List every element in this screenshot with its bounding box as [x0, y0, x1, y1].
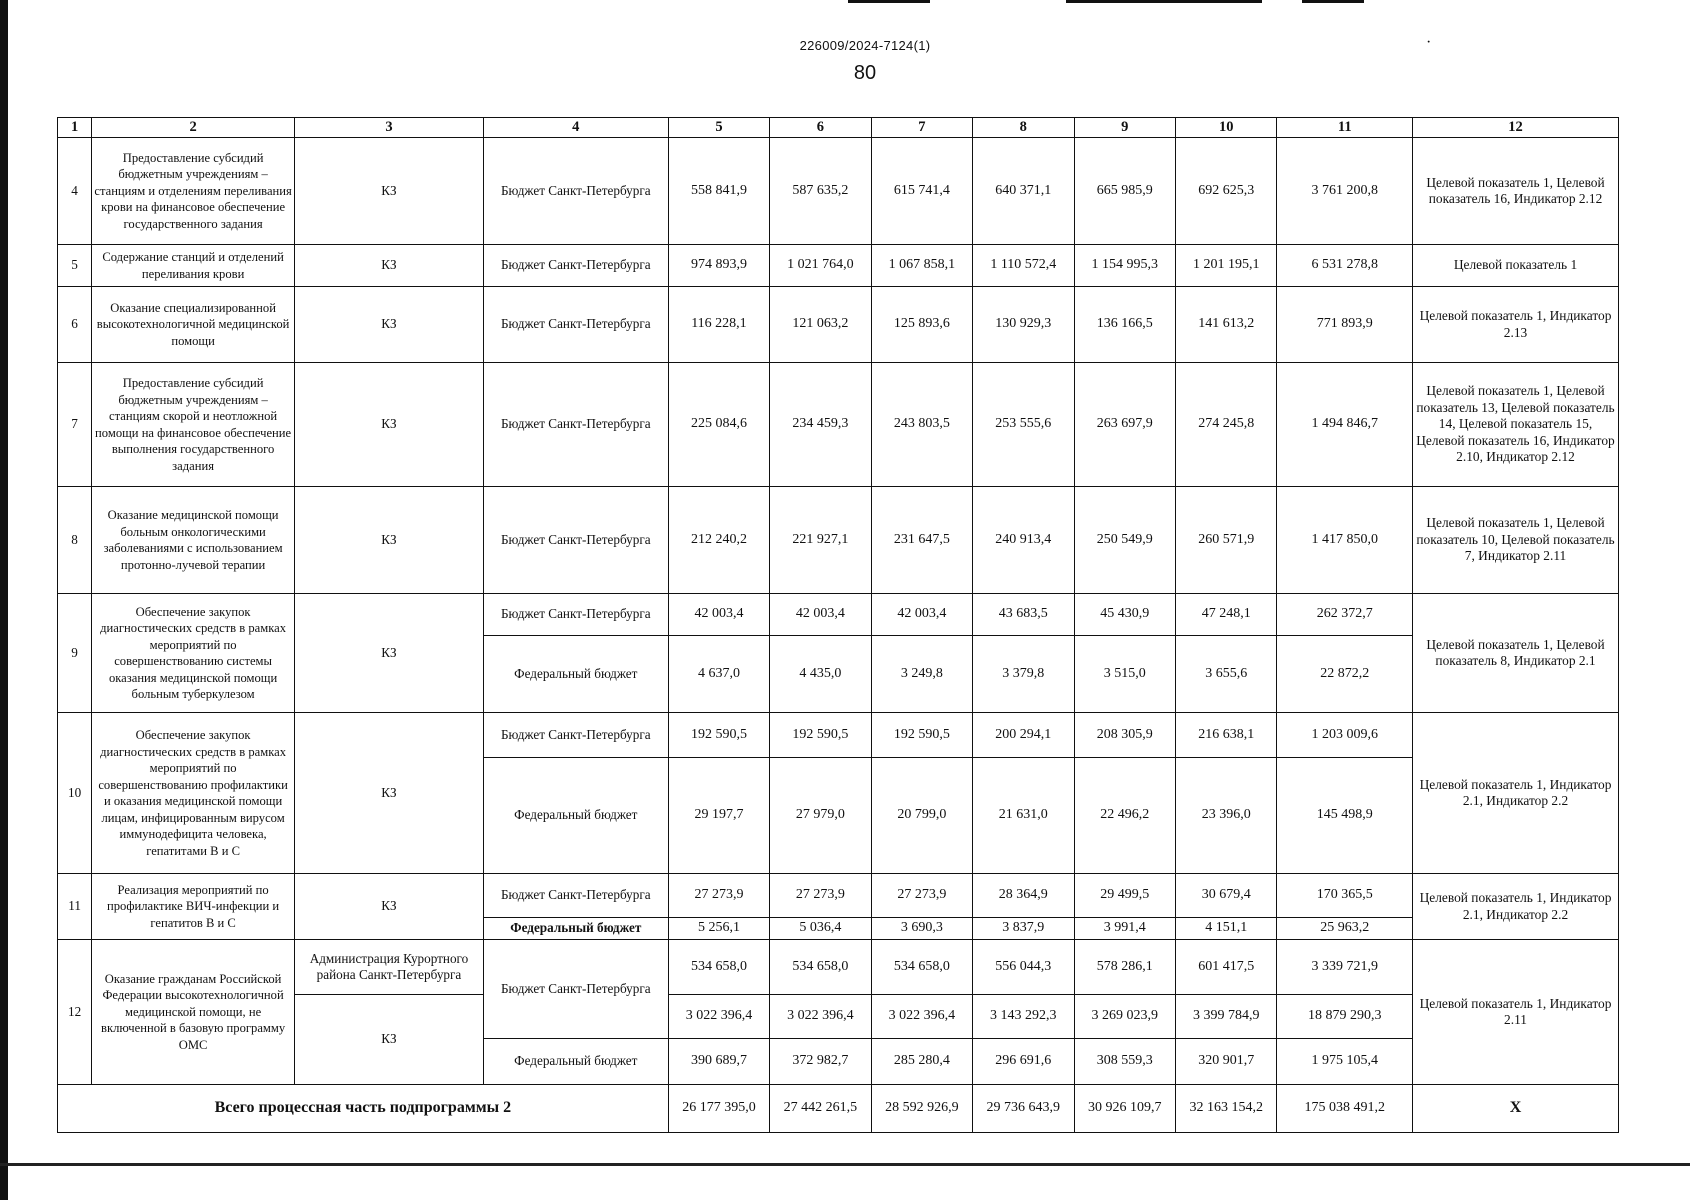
value-cell: 296 691,6 — [973, 1039, 1074, 1085]
total-row — [58, 1085, 1619, 1133]
table-row — [58, 138, 1619, 245]
row-number: 6 — [58, 287, 92, 363]
column-header: 10 — [1175, 118, 1276, 138]
value-cell: 27 273,9 — [668, 874, 769, 918]
measure-name: Предоставление субсидий бюджетным учреждениям – станциям и отделениям переливания крови на финансовое обеспечение государственного задания — [92, 138, 295, 245]
scan-bottom-artifact — [0, 1163, 1690, 1166]
column-header: 1 — [58, 118, 92, 138]
row-number: 8 — [58, 487, 92, 594]
executor: КЗ — [295, 245, 484, 287]
column-header: 8 — [973, 118, 1074, 138]
value-cell: 42 003,4 — [668, 594, 769, 636]
value-cell: 116 228,1 — [668, 287, 769, 363]
value-cell: 231 647,5 — [871, 487, 972, 594]
value-cell: 556 044,3 — [973, 940, 1074, 995]
executor: КЗ — [295, 287, 484, 363]
scan-top-artifact — [848, 0, 930, 3]
value-cell: 601 417,5 — [1175, 940, 1276, 995]
value-cell: 974 893,9 — [668, 245, 769, 287]
funding-source: Федеральный бюджет — [483, 1039, 668, 1085]
value-cell: 221 927,1 — [770, 487, 871, 594]
indicators: Целевой показатель 1, Индикатор 2.1, Индикатор 2.2 — [1413, 874, 1619, 940]
value-cell: 3 022 396,4 — [668, 995, 769, 1039]
row-number: 4 — [58, 138, 92, 245]
total-cell: 175 038 491,2 — [1277, 1085, 1413, 1133]
value-cell: 3 690,3 — [871, 918, 972, 940]
funding-source: Бюджет Санкт-Петербурга — [483, 713, 668, 758]
indicators: Целевой показатель 1, Индикатор 2.1, Индикатор 2.2 — [1413, 713, 1619, 874]
value-cell: 558 841,9 — [668, 138, 769, 245]
value-cell: 253 555,6 — [973, 363, 1074, 487]
value-cell: 615 741,4 — [871, 138, 972, 245]
table-row — [58, 363, 1619, 487]
value-cell: 372 982,7 — [770, 1039, 871, 1085]
value-cell: 243 803,5 — [871, 363, 972, 487]
value-cell: 27 273,9 — [770, 874, 871, 918]
value-cell: 692 625,3 — [1175, 138, 1276, 245]
column-header: 7 — [871, 118, 972, 138]
value-cell: 308 559,3 — [1074, 1039, 1175, 1085]
value-cell: 208 305,9 — [1074, 713, 1175, 758]
total-value-cell: 1 975 105,4 — [1277, 1039, 1413, 1085]
total-value-cell: 18 879 290,3 — [1277, 995, 1413, 1039]
value-cell: 250 549,9 — [1074, 487, 1175, 594]
value-cell: 534 658,0 — [871, 940, 972, 995]
funding-source: Бюджет Санкт-Петербурга — [483, 363, 668, 487]
column-header: 11 — [1277, 118, 1413, 138]
table-header-row — [58, 118, 1619, 138]
measure-name: Оказание медицинской помощи больным онкологическими заболеваниями с использованием протонно-лучевой терапии — [92, 487, 295, 594]
measure-name: Содержание станций и отделений переливания крови — [92, 245, 295, 287]
column-header: 12 — [1413, 118, 1619, 138]
row-number: 9 — [58, 594, 92, 713]
value-cell: 20 799,0 — [871, 758, 972, 874]
value-cell: 29 499,5 — [1074, 874, 1175, 918]
value-cell: 3 837,9 — [973, 918, 1074, 940]
measure-name: Обеспечение закупок диагностических средств в рамках мероприятий по совершенствованию профилактики и оказания медицинской помощи лицам, инфицированным вирусом иммунодефицита человека, гепатитами В и С — [92, 713, 295, 874]
value-cell: 121 063,2 — [770, 287, 871, 363]
page-number: 80 — [853, 62, 877, 84]
total-cell: 27 442 261,5 — [770, 1085, 871, 1133]
registration-number: 226009/2024-7124(1) — [799, 38, 931, 53]
value-cell: 136 166,5 — [1074, 287, 1175, 363]
total-value-cell: 25 963,2 — [1277, 918, 1413, 940]
value-cell: 1 021 764,0 — [770, 245, 871, 287]
funding-source: Бюджет Санкт-Петербурга — [483, 487, 668, 594]
scan-left-edge — [0, 0, 8, 1200]
funding-source: Бюджет Санкт-Петербурга — [483, 594, 668, 636]
table-row — [58, 874, 1619, 918]
total-value-cell: 1 494 846,7 — [1277, 363, 1413, 487]
value-cell: 23 396,0 — [1175, 758, 1276, 874]
value-cell: 3 379,8 — [973, 636, 1074, 713]
value-cell: 3 022 396,4 — [871, 995, 972, 1039]
column-header: 4 — [483, 118, 668, 138]
funding-source: Бюджет Санкт-Петербурга — [483, 245, 668, 287]
value-cell: 5 256,1 — [668, 918, 769, 940]
value-cell: 390 689,7 — [668, 1039, 769, 1085]
indicators: Целевой показатель 1, Целевой показатель 13, Целевой показатель 14, Целевой показатель 15, Целевой показатель 16, Индикатор 2.10, Индикатор 2.12 — [1413, 363, 1619, 487]
value-cell: 192 590,5 — [668, 713, 769, 758]
scan-dot: · — [1426, 34, 1432, 51]
indicators: Целевой показатель 1, Индикатор 2.11 — [1413, 940, 1619, 1085]
value-cell: 5 036,4 — [770, 918, 871, 940]
funding-source: Федеральный бюджет — [483, 636, 668, 713]
value-cell: 192 590,5 — [871, 713, 972, 758]
total-value-cell: 22 872,2 — [1277, 636, 1413, 713]
executor: КЗ — [295, 874, 484, 940]
table-row — [58, 713, 1619, 758]
total-value-cell: 1 203 009,6 — [1277, 713, 1413, 758]
value-cell: 263 697,9 — [1074, 363, 1175, 487]
total-value-cell: 1 417 850,0 — [1277, 487, 1413, 594]
total-value-cell: 3 761 200,8 — [1277, 138, 1413, 245]
value-cell: 141 613,2 — [1175, 287, 1276, 363]
total-value-cell: 6 531 278,8 — [1277, 245, 1413, 287]
total-cell: 30 926 109,7 — [1074, 1085, 1175, 1133]
row-number: 11 — [58, 874, 92, 940]
executor: КЗ — [295, 138, 484, 245]
value-cell: 21 631,0 — [973, 758, 1074, 874]
value-cell: 640 371,1 — [973, 138, 1074, 245]
total-cell: 29 736 643,9 — [973, 1085, 1074, 1133]
table-row — [58, 940, 1619, 995]
value-cell: 130 929,3 — [973, 287, 1074, 363]
executor: Администрация Курортного района Санкт-Петербурга — [295, 940, 484, 995]
total-value-cell: 262 372,7 — [1277, 594, 1413, 636]
value-cell: 225 084,6 — [668, 363, 769, 487]
value-cell: 27 979,0 — [770, 758, 871, 874]
table-row — [58, 287, 1619, 363]
value-cell: 534 658,0 — [770, 940, 871, 995]
value-cell: 4 151,1 — [1175, 918, 1276, 940]
indicators: Целевой показатель 1 — [1413, 245, 1619, 287]
value-cell: 27 273,9 — [871, 874, 972, 918]
value-cell: 534 658,0 — [668, 940, 769, 995]
value-cell: 192 590,5 — [770, 713, 871, 758]
value-cell: 29 197,7 — [668, 758, 769, 874]
table-row — [58, 594, 1619, 636]
value-cell: 47 248,1 — [1175, 594, 1276, 636]
funding-source: Бюджет Санкт-Петербурга — [483, 138, 668, 245]
row-number: 7 — [58, 363, 92, 487]
value-cell: 22 496,2 — [1074, 758, 1175, 874]
measure-name: Оказание гражданам Российской Федерации высокотехнологичной медицинской помощи, не включенной в базовую программу ОМС — [92, 940, 295, 1085]
value-cell: 200 294,1 — [973, 713, 1074, 758]
total-indicator: Х — [1413, 1085, 1619, 1133]
value-cell: 125 893,6 — [871, 287, 972, 363]
value-cell: 42 003,4 — [871, 594, 972, 636]
row-number: 5 — [58, 245, 92, 287]
row-number: 12 — [58, 940, 92, 1085]
value-cell: 3 022 396,4 — [770, 995, 871, 1039]
table-row — [58, 487, 1619, 594]
executor: КЗ — [295, 995, 484, 1085]
value-cell: 3 515,0 — [1074, 636, 1175, 713]
value-cell: 1 201 195,1 — [1175, 245, 1276, 287]
total-value-cell: 145 498,9 — [1277, 758, 1413, 874]
indicators: Целевой показатель 1, Целевой показатель 8, Индикатор 2.1 — [1413, 594, 1619, 713]
value-cell: 30 679,4 — [1175, 874, 1276, 918]
value-cell: 43 683,5 — [973, 594, 1074, 636]
value-cell: 1 154 995,3 — [1074, 245, 1175, 287]
funding-source: Бюджет Санкт-Петербурга — [483, 874, 668, 918]
value-cell: 3 991,4 — [1074, 918, 1175, 940]
value-cell: 578 286,1 — [1074, 940, 1175, 995]
value-cell: 587 635,2 — [770, 138, 871, 245]
total-cell: 28 592 926,9 — [871, 1085, 972, 1133]
value-cell: 3 399 784,9 — [1175, 995, 1276, 1039]
funding-source: Федеральный бюджет — [483, 918, 668, 940]
value-cell: 216 638,1 — [1175, 713, 1276, 758]
executor: КЗ — [295, 487, 484, 594]
value-cell: 320 901,7 — [1175, 1039, 1276, 1085]
measure-name: Реализация мероприятий по профилактике ВИЧ-инфекции и гепатитов В и С — [92, 874, 295, 940]
value-cell: 1 067 858,1 — [871, 245, 972, 287]
column-header: 6 — [770, 118, 871, 138]
value-cell: 240 913,4 — [973, 487, 1074, 594]
total-value-cell: 3 339 721,9 — [1277, 940, 1413, 995]
value-cell: 234 459,3 — [770, 363, 871, 487]
program-table — [57, 117, 1619, 1133]
column-header: 5 — [668, 118, 769, 138]
value-cell: 42 003,4 — [770, 594, 871, 636]
indicators: Целевой показатель 1, Целевой показатель 16, Индикатор 2.12 — [1413, 138, 1619, 245]
indicators: Целевой показатель 1, Индикатор 2.13 — [1413, 287, 1619, 363]
value-cell: 4 435,0 — [770, 636, 871, 713]
scan-top-artifact — [1302, 0, 1364, 3]
total-cell: 26 177 395,0 — [668, 1085, 769, 1133]
value-cell: 3 143 292,3 — [973, 995, 1074, 1039]
value-cell: 1 110 572,4 — [973, 245, 1074, 287]
measure-name: Оказание специализированной высокотехнологичной медицинской помощи — [92, 287, 295, 363]
total-cell: 32 163 154,2 — [1175, 1085, 1276, 1133]
column-header: 9 — [1074, 118, 1175, 138]
value-cell: 260 571,9 — [1175, 487, 1276, 594]
column-header: 3 — [295, 118, 484, 138]
total-value-cell: 170 365,5 — [1277, 874, 1413, 918]
funding-source: Бюджет Санкт-Петербурга — [483, 287, 668, 363]
executor: КЗ — [295, 713, 484, 874]
executor: КЗ — [295, 594, 484, 713]
value-cell: 285 280,4 — [871, 1039, 972, 1085]
funding-source: Федеральный бюджет — [483, 758, 668, 874]
measure-name: Обеспечение закупок диагностических средств в рамках мероприятий по совершенствованию системы оказания медицинской помощи больным туберкулезом — [92, 594, 295, 713]
total-value-cell: 771 893,9 — [1277, 287, 1413, 363]
column-header: 2 — [92, 118, 295, 138]
value-cell: 28 364,9 — [973, 874, 1074, 918]
value-cell: 4 637,0 — [668, 636, 769, 713]
indicators: Целевой показатель 1, Целевой показатель 10, Целевой показатель 7, Индикатор 2.11 — [1413, 487, 1619, 594]
value-cell: 3 655,6 — [1175, 636, 1276, 713]
value-cell: 665 985,9 — [1074, 138, 1175, 245]
value-cell: 3 249,8 — [871, 636, 972, 713]
table-row — [58, 245, 1619, 287]
value-cell: 212 240,2 — [668, 487, 769, 594]
value-cell: 274 245,8 — [1175, 363, 1276, 487]
value-cell: 45 430,9 — [1074, 594, 1175, 636]
value-cell: 3 269 023,9 — [1074, 995, 1175, 1039]
row-number: 10 — [58, 713, 92, 874]
executor: КЗ — [295, 363, 484, 487]
scan-top-artifact — [1066, 0, 1262, 3]
funding-source: Бюджет Санкт-Петербурга — [483, 940, 668, 1039]
measure-name: Предоставление субсидий бюджетным учреждениям – станциям скорой и неотложной помощи на финансовое обеспечение выполнения государственного задания — [92, 363, 295, 487]
total-label: Всего процессная часть подпрограммы 2 — [58, 1085, 669, 1133]
